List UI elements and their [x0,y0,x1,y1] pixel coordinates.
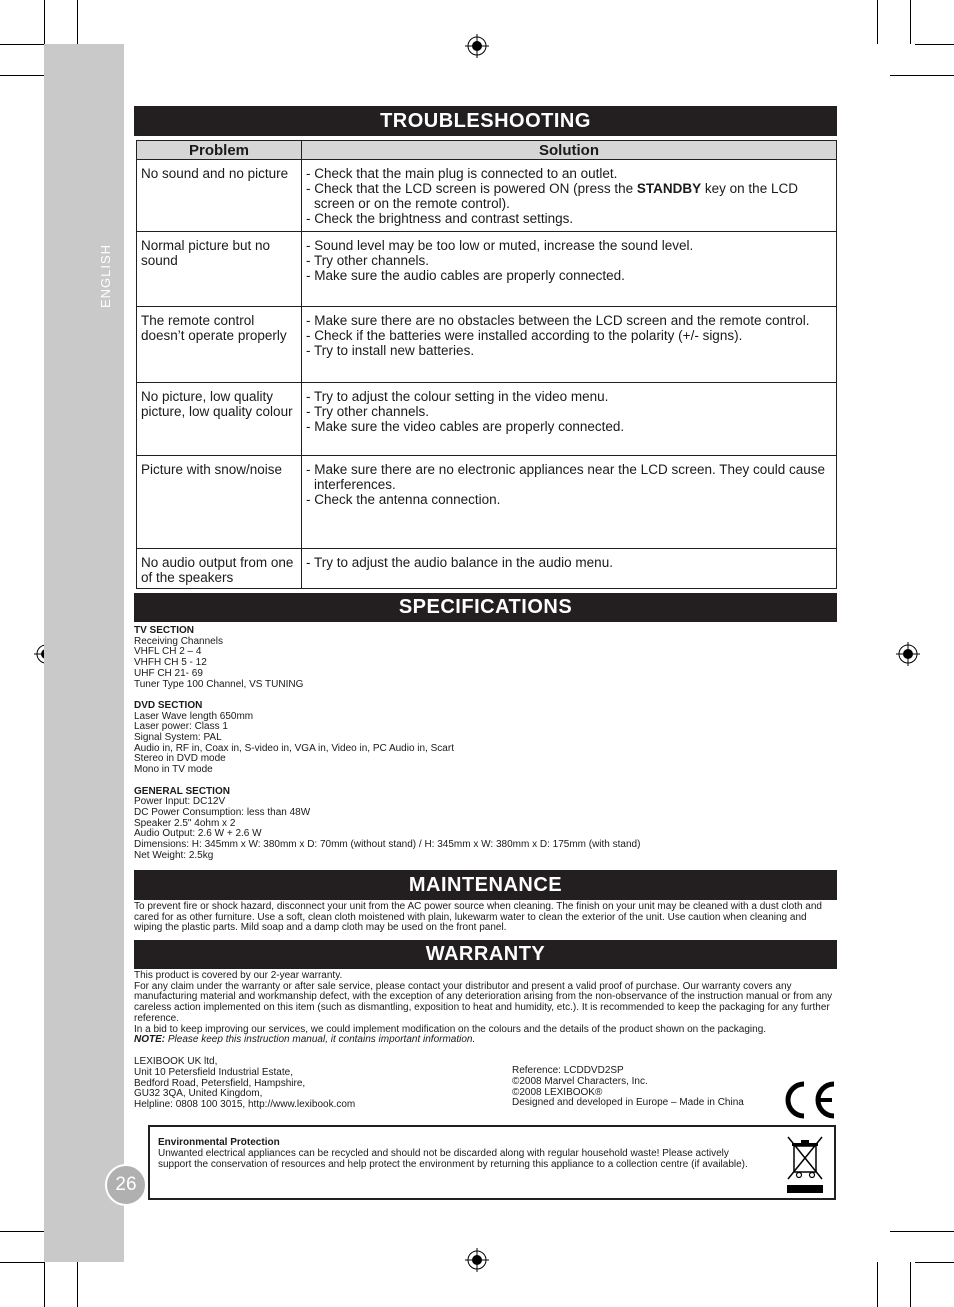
product-reference [512,1066,772,1109]
spec-line: DC Power Consumption: less than 48W [134,806,311,818]
solution-line: - Make sure the audio cables are properly connected. [306,268,625,283]
spec-line: Net Weight: 2.5kg [134,849,214,861]
solution-line: - Make sure there are no electronic appliances near the LCD screen. They could cause interferences. [306,462,826,492]
problem-cell: The remote control doesn’t operate properly [137,307,302,383]
reference-line: Designed and developed in Europe – Made in China [512,1097,744,1109]
dvd-section-heading: DVD SECTION [134,699,203,711]
spec-line: Audio in, RF in, Coax in, S-video in, VGA in, Video in, PC Audio in, Scart [134,742,454,754]
reference-line: ©2008 Marvel Characters, Inc. [512,1075,648,1087]
registration-mark-icon [465,34,489,58]
warranty-note [134,1035,834,1046]
solution-cell [302,307,837,383]
spec-line: Stereo in DVD mode [134,753,226,765]
note-text: Please keep this instruction manual, it contains important information. [165,1034,476,1046]
solution-cell [302,549,837,589]
spec-line: Speaker 2.5" 4ohm x 2 [134,817,236,829]
spec-line: Laser power: Class 1 [134,721,228,733]
table-row [137,549,837,589]
spec-line: UHF CH 21- 69 [134,667,203,679]
solution-line: - Check the brightness and contrast settings. [306,211,574,226]
solution-line: - Try other channels. [306,404,430,419]
problem-cell: No picture, low quality picture, low quality colour [137,383,302,456]
troubleshooting-table [136,140,837,589]
solution-cell [302,232,837,307]
warranty-line: For any claim under the warranty or after sale service, please contact your distributor and present a valid proof of purchase. Our warranty covers any manufacturing material and workmanship defect, with the exception of any deterioration arising from the non-observance of the instruction manual or from any careless action implemented on this item (such as dismantling, exposition to heat and humidity, etc.). It is recommended to keep the packaging for any further reference. [134,980,833,1024]
solution-line: - Sound level may be too low or muted, increase the sound level. [306,238,694,253]
registration-mark-icon [896,642,920,666]
solution-line: - Make sure there are no obstacles between the LCD screen and the remote control. [306,313,810,328]
table-row [137,307,837,383]
solution-cell [302,456,837,549]
spec-line: VHFL CH 2 – 4 [134,646,202,658]
solution-cell [302,383,837,456]
spec-line: VHFH CH 5 - 12 [134,657,207,669]
spec-line: Audio Output: 2.6 W + 2.6 W [134,828,262,840]
problem-cell: No sound and no picture [137,160,302,232]
problem-cell: Picture with snow/noise [137,456,302,549]
general-section-heading: GENERAL SECTION [134,785,230,797]
note-label: NOTE: [134,1034,166,1046]
maintenance-text: To prevent fire or shock hazard, disconnect your unit from the AC power source when cleaning. The finish on your unit may be cleaned with a dust cloth and cared for as other furniture. Use a soft, clean cloth moistened with plain, lukewarm water to clean the exterior of the unit. Use caution when cleaning and wiping the plastic parts. Mild soap and a damp cloth may be used on the front panel. [134,901,822,934]
maintenance-heading: MAINTENANCE [134,870,837,900]
company-address [134,1057,494,1111]
reference-line: Reference: LCDDVD2SP [512,1065,624,1076]
table-row [137,383,837,456]
problem-cell: Normal picture but no sound [137,232,302,307]
address-line: Helpline: 0808 100 3015, http://www.lexibook.com [134,1099,356,1111]
ce-mark-icon [778,1078,838,1122]
tv-section-heading: TV SECTION [134,625,195,636]
solution-line: - Check if the batteries were installed according to the polarity (+/- signs). [306,328,743,343]
solution-line: - Try other channels. [306,253,430,268]
reference-line: ©2008 LEXIBOOK® [512,1086,603,1098]
solution-line: - Check that the main plug is connected to an outlet. [306,166,618,181]
solution-line: - Try to adjust the audio balance in the audio menu. [306,555,613,570]
spec-line: Signal System: PAL [134,732,222,744]
problem-cell: No audio output from one of the speakers [137,549,302,589]
address-line: LEXIBOOK UK ltd, [134,1056,218,1067]
side-strip [44,44,124,1262]
table-row [137,160,837,232]
environment-title: Environmental Protection [158,1137,280,1148]
warranty-line: In a bid to keep improving our services, we could implement modification on the colours and the details of the product shown on the packaging. [134,1023,767,1035]
registration-mark-icon [465,1248,489,1272]
spec-line: Laser Wave length 650mm [134,710,254,722]
table-row [137,456,837,549]
standby-key-label: STANDBY [636,181,702,196]
crossed-out-bin-icon [784,1133,826,1195]
solution-cell [302,160,837,232]
warranty-text [134,971,834,1046]
address-line: Unit 10 Petersfield Industrial Estate, [134,1066,293,1078]
solution-line: - Make sure the video cables are properly connected. [306,419,625,434]
language-label: ENGLISH [98,243,113,308]
specifications-heading: SPECIFICATIONS [134,593,837,622]
environmental-protection-box [148,1125,836,1200]
address-line: GU32 3QA, United Kingdom, [134,1088,263,1100]
solution-column-header: Solution [302,141,837,160]
spec-line: Receiving Channels [134,635,223,647]
table-row [137,232,837,307]
solution-line: - Check that the LCD screen is powered ON (press the STANDBY key on the LCD screen or on the remote control). [306,181,798,211]
page-number: 26 [105,1164,147,1206]
environment-text: Unwanted electrical appliances can be recycled and should not be discarded along with regular household waste! Please actively support the conservation of resources and help protect the environment by returning this appliance to a collection centre (if available). [158,1148,748,1170]
spec-line: Tuner Type 100 Channel, VS TUNING [134,678,304,690]
solution-line: - Check the antenna connection. [306,492,501,507]
spec-line: Mono in TV mode [134,764,213,776]
warranty-heading: WARRANTY [134,940,837,969]
solution-line: - Try to adjust the colour setting in the video menu. [306,389,609,404]
warranty-line: This product is covered by our 2-year warranty. [134,970,343,981]
troubleshooting-heading: TROUBLESHOOTING [134,106,837,136]
address-line: Bedford Road, Petersfield, Hampshire, [134,1077,306,1089]
specifications-body [134,626,834,861]
problem-column-header: Problem [137,141,302,160]
spec-line: Dimensions: H: 345mm x W: 380mm x D: 70mm (without stand) / H: 345mm x W: 380mm x D: 175mm (with stand) [134,839,641,851]
spec-line: Power Input: DC12V [134,796,226,808]
solution-line: - Try to install new batteries. [306,343,475,358]
